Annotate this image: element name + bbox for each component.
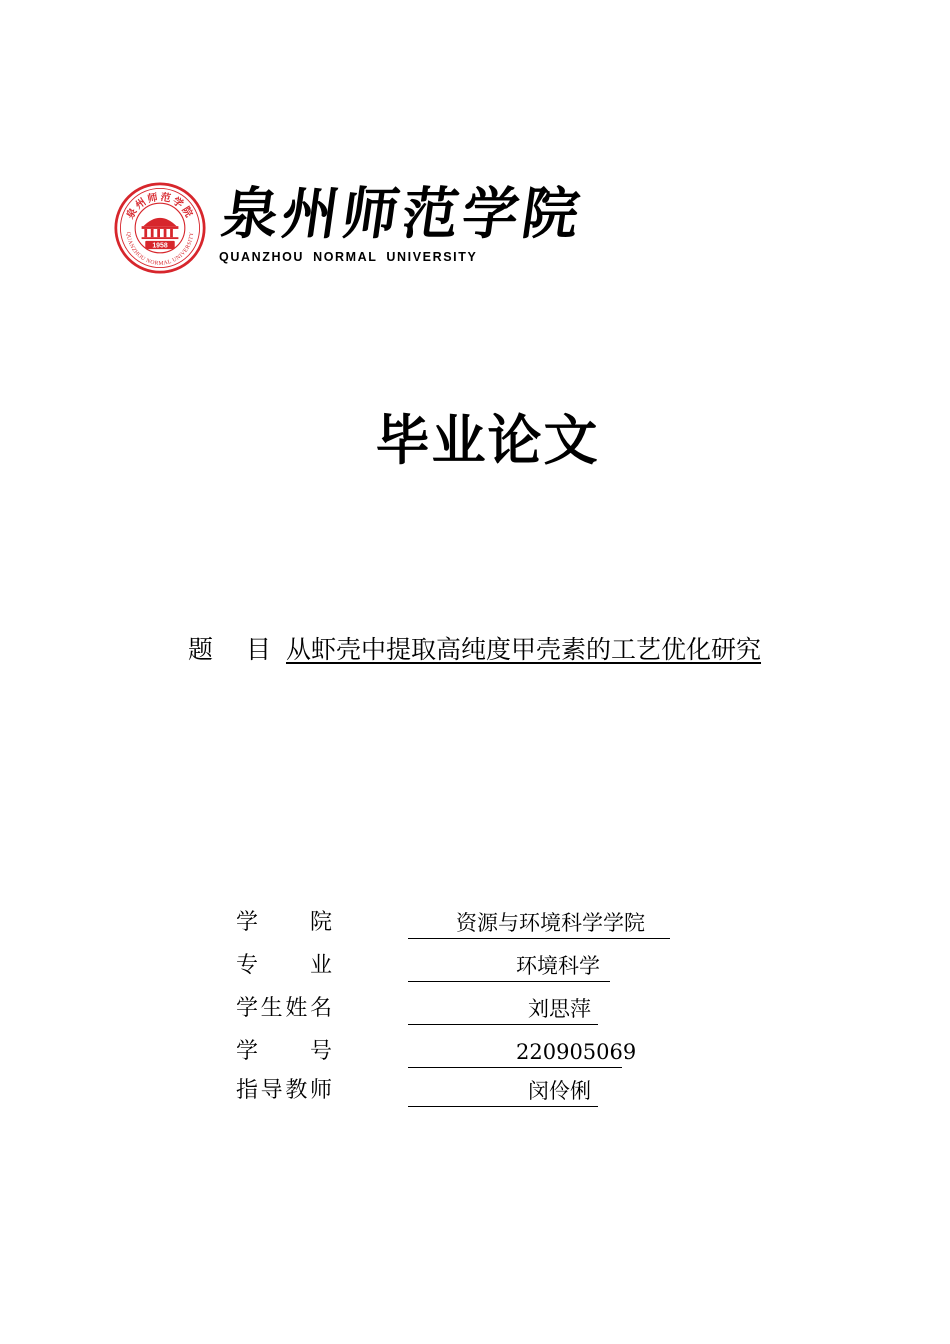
info-value-line: [408, 1076, 598, 1107]
university-seal-icon: [114, 182, 206, 274]
info-value-advisor: 闵伶俐: [528, 1079, 591, 1103]
info-row-advisor: [236, 1076, 696, 1116]
info-value-student-id: 220905069: [516, 1040, 637, 1064]
seal-text-cn: 泉州师范学院: [124, 190, 196, 222]
info-row-major: [236, 947, 696, 990]
topic-row: [188, 630, 761, 670]
info-value-line: [408, 908, 670, 939]
info-row-student-id: [236, 1033, 696, 1076]
seal-year: 1958: [152, 242, 168, 250]
info-label: 指 导 教 师: [236, 1078, 332, 1103]
info-value-student-name: 刘思萍: [528, 997, 591, 1021]
university-name-cn: 泉州师范学院: [217, 181, 588, 247]
university-logo: [110, 178, 588, 278]
info-label: 专 业: [236, 953, 332, 978]
info-value-line: [408, 1037, 637, 1068]
info-label: 学 生 姓 名: [236, 996, 332, 1021]
info-row-college: [236, 904, 696, 947]
topic-value: 从虾壳中提取高纯度甲壳素的工艺优化研究: [286, 635, 762, 664]
info-value-line: [408, 951, 610, 982]
info-label: 学 号: [236, 1039, 332, 1064]
university-name-en: QUANZHOU NORMAL UNIVERSITY: [219, 250, 478, 264]
info-label: 学 院: [236, 910, 332, 935]
info-value-college: 资源与环境科学学院: [456, 911, 645, 935]
seal-text-en: QUANZHOU NORMAL UNIVERSITY: [124, 231, 196, 267]
info-row-student-name: [236, 990, 696, 1033]
info-value-line: [408, 994, 598, 1025]
topic-label: 题 目: [188, 635, 272, 664]
student-info: [236, 904, 696, 1116]
document-title: 毕业论文: [375, 409, 600, 472]
info-value-major: 环境科学: [516, 954, 600, 978]
